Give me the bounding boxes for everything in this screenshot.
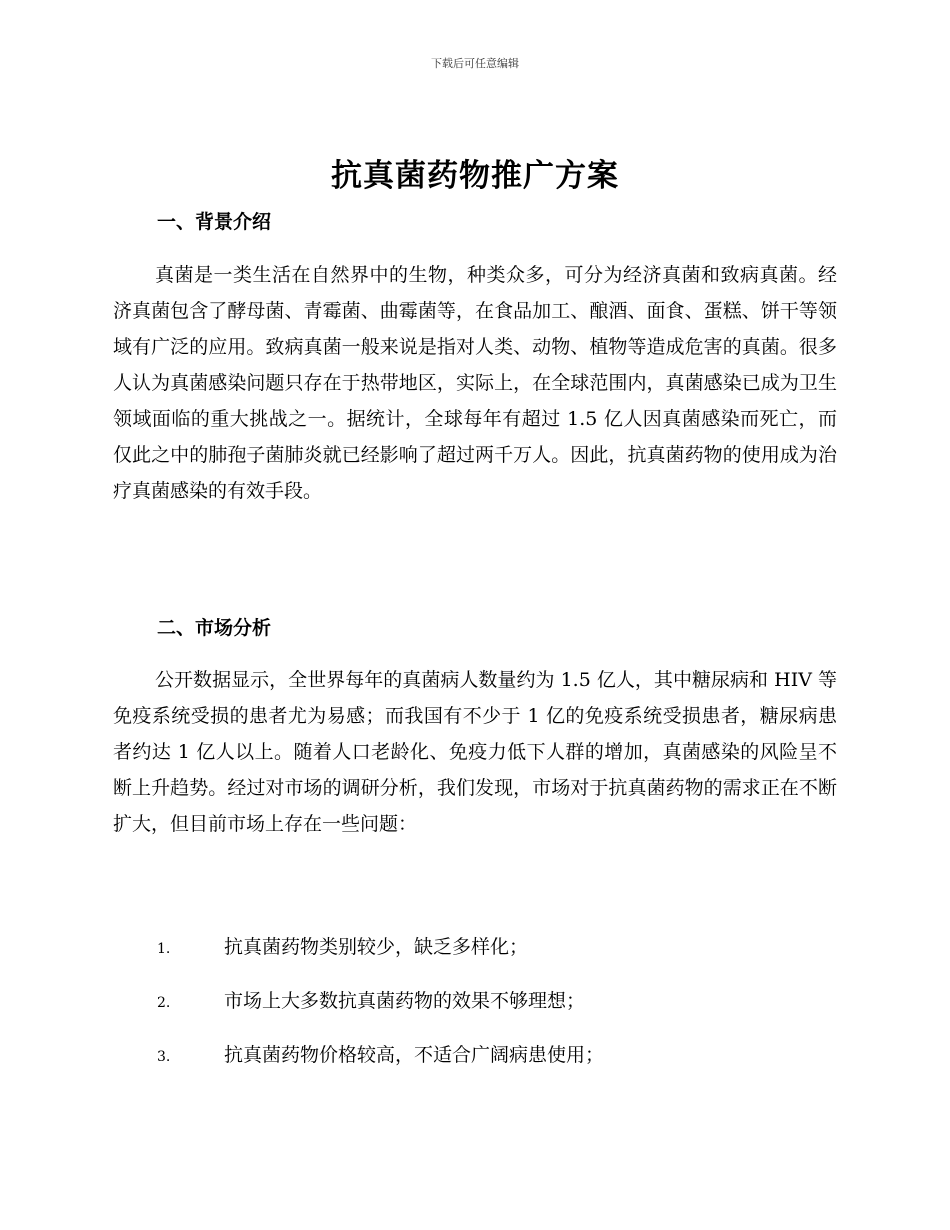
section-paragraph-market: 公开数据显示，全世界每年的真菌病人数量约为 1.5 亿人，其中糖尿病和 HIV 等免疫系统受损的患者尤为易感；而我国有不少于 1 亿的免疫系统受损患者，糖尿病患者约达 1 亿人以上。随着人口老龄化、免疫力低下人群的增加，真菌感染的风险呈不断上升趋势。经过对市场的调研分析，我们发现，市场对于抗真菌药物的需求正在不断扩大，但目前市场上存在一些问题：	[113, 669, 837, 835]
list-item-number: 1.	[157, 941, 171, 957]
section-heading-market: 二、市场分析	[157, 617, 272, 639]
list-item	[157, 987, 837, 1017]
list-item	[157, 1041, 837, 1071]
list-item-text: 市场上大多数抗真菌药物的效果不够理想；	[224, 990, 586, 1012]
list-item-text: 抗真菌药物类别较少，缺乏多样化；	[224, 936, 529, 958]
section-heading-background: 一、背景介绍	[157, 211, 272, 233]
section-paragraph-background: 真菌是一类生活在自然界中的生物，种类众多，可分为经济真菌和致病真菌。经济真菌包含了酵母菌、青霉菌、曲霉菌等，在食品加工、酿酒、面食、蛋糕、饼干等领域有广泛的应用。致病真菌一般来说是指对人类、动物、植物等造成危害的真菌。很多人认为真菌感染问题只存在于热带地区，实际上，在全球范围内，真菌感染已成为卫生领域面临的重大挑战之一。据统计，全球每年有超过 1.5 亿人因真菌感染而死亡，而仅此之中的肺孢子菌肺炎就已经影响了超过两千万人。因此，抗真菌药物的使用成为治疗真菌感染的有效手段。	[113, 264, 837, 502]
list-item	[157, 933, 837, 963]
list-item-number: 2.	[157, 995, 171, 1011]
list-item-text: 抗真菌药物价格较高，不适合广阔病患使用；	[224, 1044, 605, 1066]
list-item-number: 3.	[157, 1049, 171, 1065]
document-title: 抗真菌药物推广方案	[331, 158, 619, 194]
header-note: 下载后可任意编辑	[431, 57, 519, 70]
